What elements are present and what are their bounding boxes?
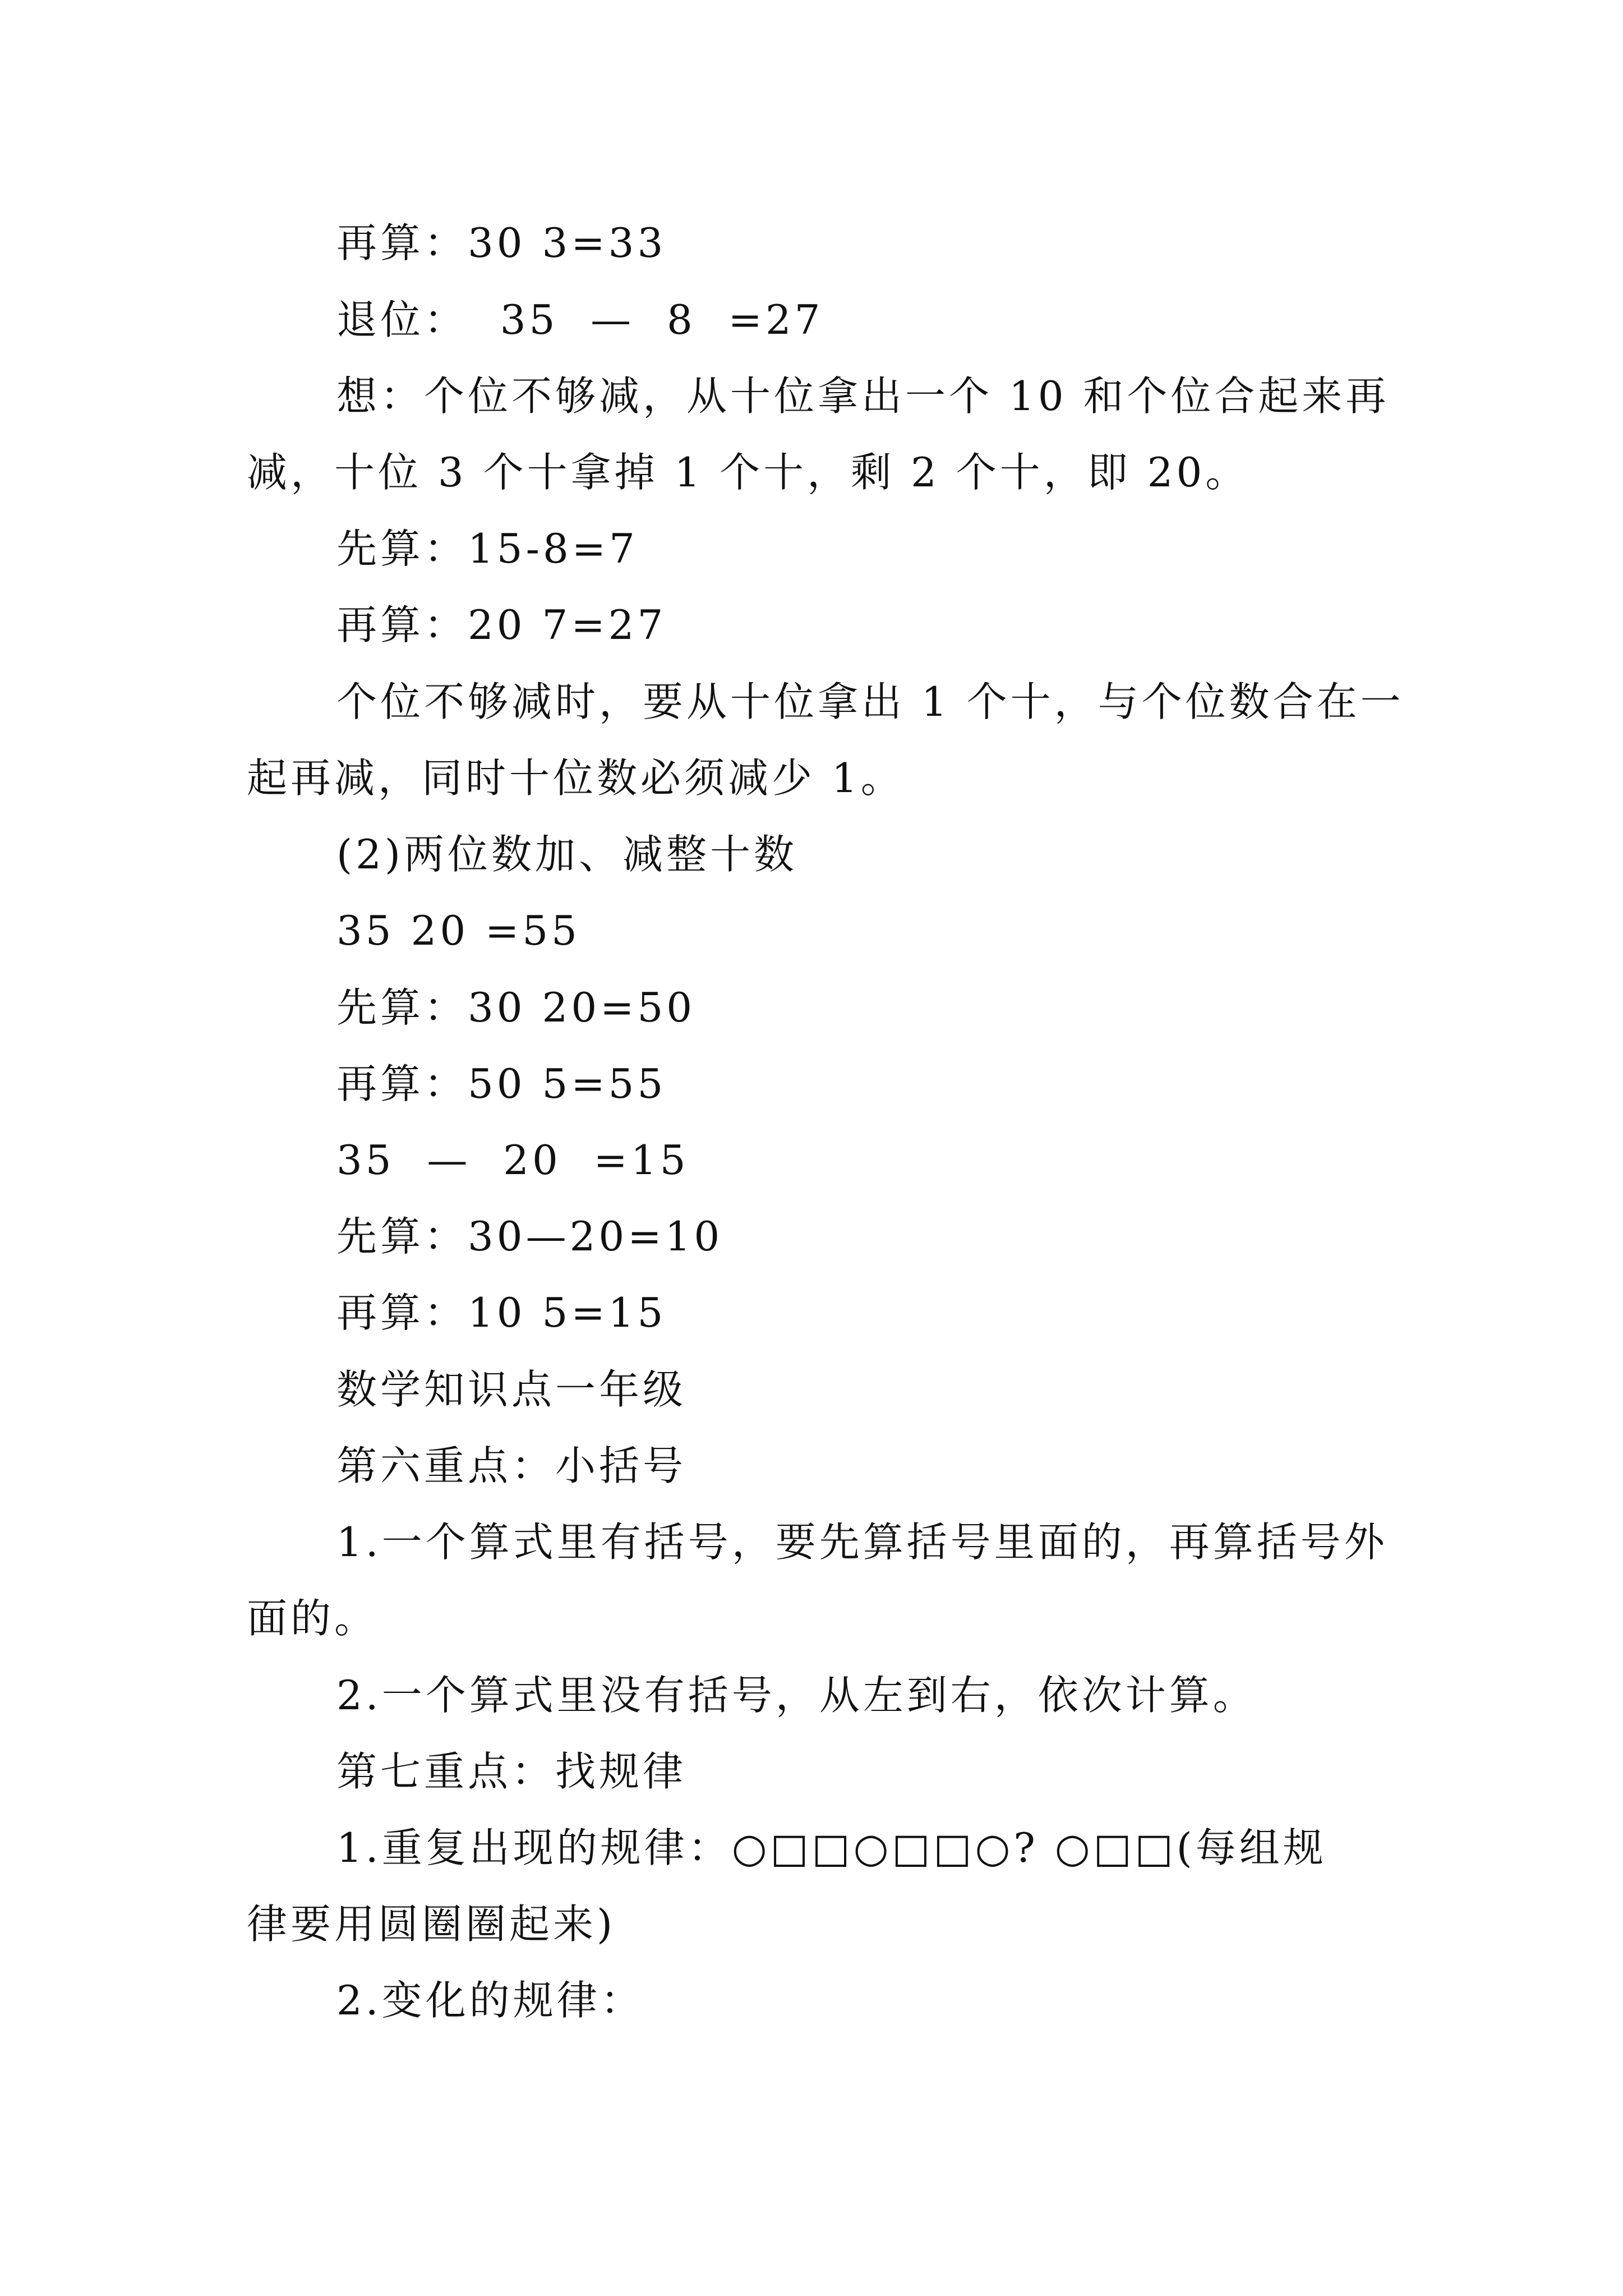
text-line: 先算：30 20=50 (336, 984, 696, 1031)
text-line: 1.重复出现的规律：○□□○□□○? ○□□(每组规 (336, 1824, 1327, 1871)
text-line: 面的。 (247, 1595, 379, 1642)
text-line: 个位不够减时，要从十位拿出 1 个十，与个位数合在一 (336, 678, 1404, 725)
text-line: 减，十位 3 个十拿掉 1 个十，剩 2 个十，即 20。 (247, 449, 1249, 496)
text-line: 再算：10 5=15 (336, 1289, 667, 1336)
text-line: 退位： 35 — 8 =27 (336, 296, 824, 343)
text-line: 35 20 =55 (336, 907, 580, 954)
text-line: 35 — 20 =15 (336, 1137, 689, 1184)
text-line: 起再减，同时十位数必须减少 1。 (247, 754, 905, 802)
text-line: 想：个位不够减，从十位拿出一个 10 和个位合起来再 (336, 372, 1390, 420)
text-line: 2.一个算式里没有括号，从左到右，依次计算。 (336, 1672, 1257, 1719)
text-line: 第七重点：找规律 (336, 1748, 687, 1795)
text-line: 数学知识点一年级 (336, 1366, 687, 1413)
text-line: 先算：15-8=7 (336, 525, 638, 572)
text-line: 1.一个算式里有括号，要先算括号里面的，再算括号外 (336, 1519, 1388, 1566)
text-line: (2)两位数加、减整十数 (336, 831, 797, 878)
text-line: 再算：20 7=27 (336, 601, 667, 648)
text-line: 再算：50 5=55 (336, 1060, 667, 1107)
text-line: 再算：30 3=33 (336, 219, 667, 266)
text-line: 律要用圆圈圈起来) (247, 1901, 616, 1948)
text-line: 2.变化的规律： (336, 1977, 644, 2024)
text-line: 第六重点：小括号 (336, 1442, 687, 1489)
text-line: 先算：30—20=10 (336, 1213, 723, 1260)
